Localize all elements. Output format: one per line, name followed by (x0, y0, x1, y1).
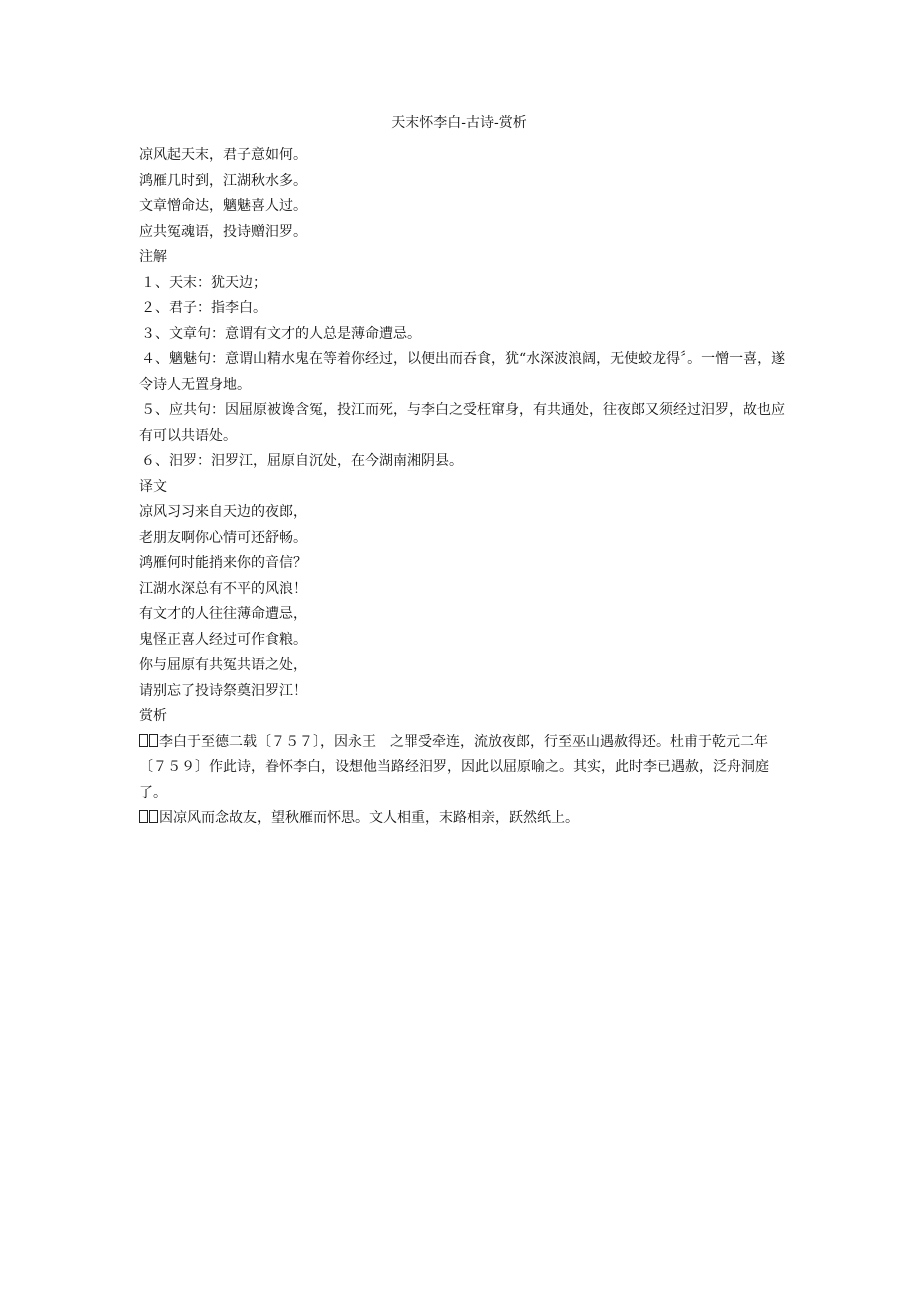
analysis-section (139, 730, 789, 832)
poem-line: 凉风起天末，君子意如何。 (139, 147, 307, 163)
missing-glyph-icon (149, 810, 158, 823)
translation-line: 江湖水深总有不平的风浪！ (139, 580, 307, 597)
poem-line: 应共冤魂语，投诗赠汨罗。 (139, 223, 307, 240)
analysis-paragraph (139, 806, 789, 832)
missing-glyph-icon (139, 810, 148, 823)
translation-line: 你与屈原有共冤共语之处， (139, 657, 307, 673)
note-item (139, 347, 789, 398)
translation-line: 老朋友啊你心情可还舒畅。 (139, 529, 307, 546)
note-text: 、君子：指李白。 (155, 300, 267, 316)
note-item (139, 322, 789, 348)
translation-line: 鬼怪正喜人经过可作食粮。 (139, 631, 307, 648)
note-number: ５ (141, 402, 155, 418)
note-text: 、汨罗：汨罗江，屈原自沉处，在今湖南湘阴县。 (155, 453, 463, 469)
document-page (139, 113, 789, 832)
note-text: 、天末：犹天边； (155, 274, 267, 291)
note-number: ２ (141, 300, 155, 316)
translation-line: 凉风习习来自天边的夜郎， (139, 504, 307, 520)
notes-heading: 注解 (139, 249, 167, 265)
analysis-text: 李白于至德二载〔７５７〕，因永王 之罪受牵连，流放夜郎，行至巫山遇赦得还。杜甫于乾元二年〔７５９〕作此诗，眷怀李白，设想他当路经汨罗，因此以屈原喻之。其实，此时李已遇赦，泛舟洞庭了。 (139, 733, 769, 801)
translation-line: 鸿雁何时能捎来你的音信？ (139, 555, 307, 571)
poem-line: 文章憎命达，魑魅喜人过。 (139, 198, 307, 214)
translation-section (139, 500, 789, 704)
note-number: ６ (141, 453, 155, 469)
analysis-heading: 赏析 (139, 708, 167, 724)
poem-line: 鸿雁几时到，江湖秋水多。 (139, 172, 307, 189)
poem-section (139, 143, 789, 245)
note-item (139, 296, 789, 322)
analysis-paragraph (139, 730, 789, 807)
note-number: ３ (141, 325, 155, 342)
note-item (139, 271, 789, 297)
analysis-text: 因凉风而念故友，望秋雁而怀思。文人相重，末路相亲，跃然纸上。 (159, 810, 579, 826)
translation-line: 请别忘了投诗祭奠汨罗江！ (139, 682, 307, 699)
missing-glyph-icon (149, 734, 158, 747)
note-text: 、魑魅句：意谓山精水鬼在等着你经过，以便出而吞食，犹“水深波浪阔，无使蛟龙得〞。一憎一喜，遂令诗人无置身地。 (139, 351, 786, 393)
note-item (139, 398, 789, 449)
document-title: 天末怀李白-古诗-赏析 (391, 115, 527, 131)
note-number: １ (141, 274, 155, 291)
note-item (139, 449, 789, 475)
translation-line: 有文才的人往往薄命遭忌， (139, 606, 307, 622)
missing-glyph-icon (139, 734, 148, 747)
note-text: 、文章句：意谓有文才的人总是薄命遭忌。 (155, 325, 421, 342)
note-number: ４ (141, 351, 155, 367)
notes-section (139, 271, 789, 475)
note-text: 、应共句：因屈原被谗含冤，投江而死，与李白之受枉窜身，有共通处，往夜郎又须经过汨罗，故也应有可以共语处。 (139, 402, 785, 444)
translation-heading: 译文 (139, 478, 167, 495)
